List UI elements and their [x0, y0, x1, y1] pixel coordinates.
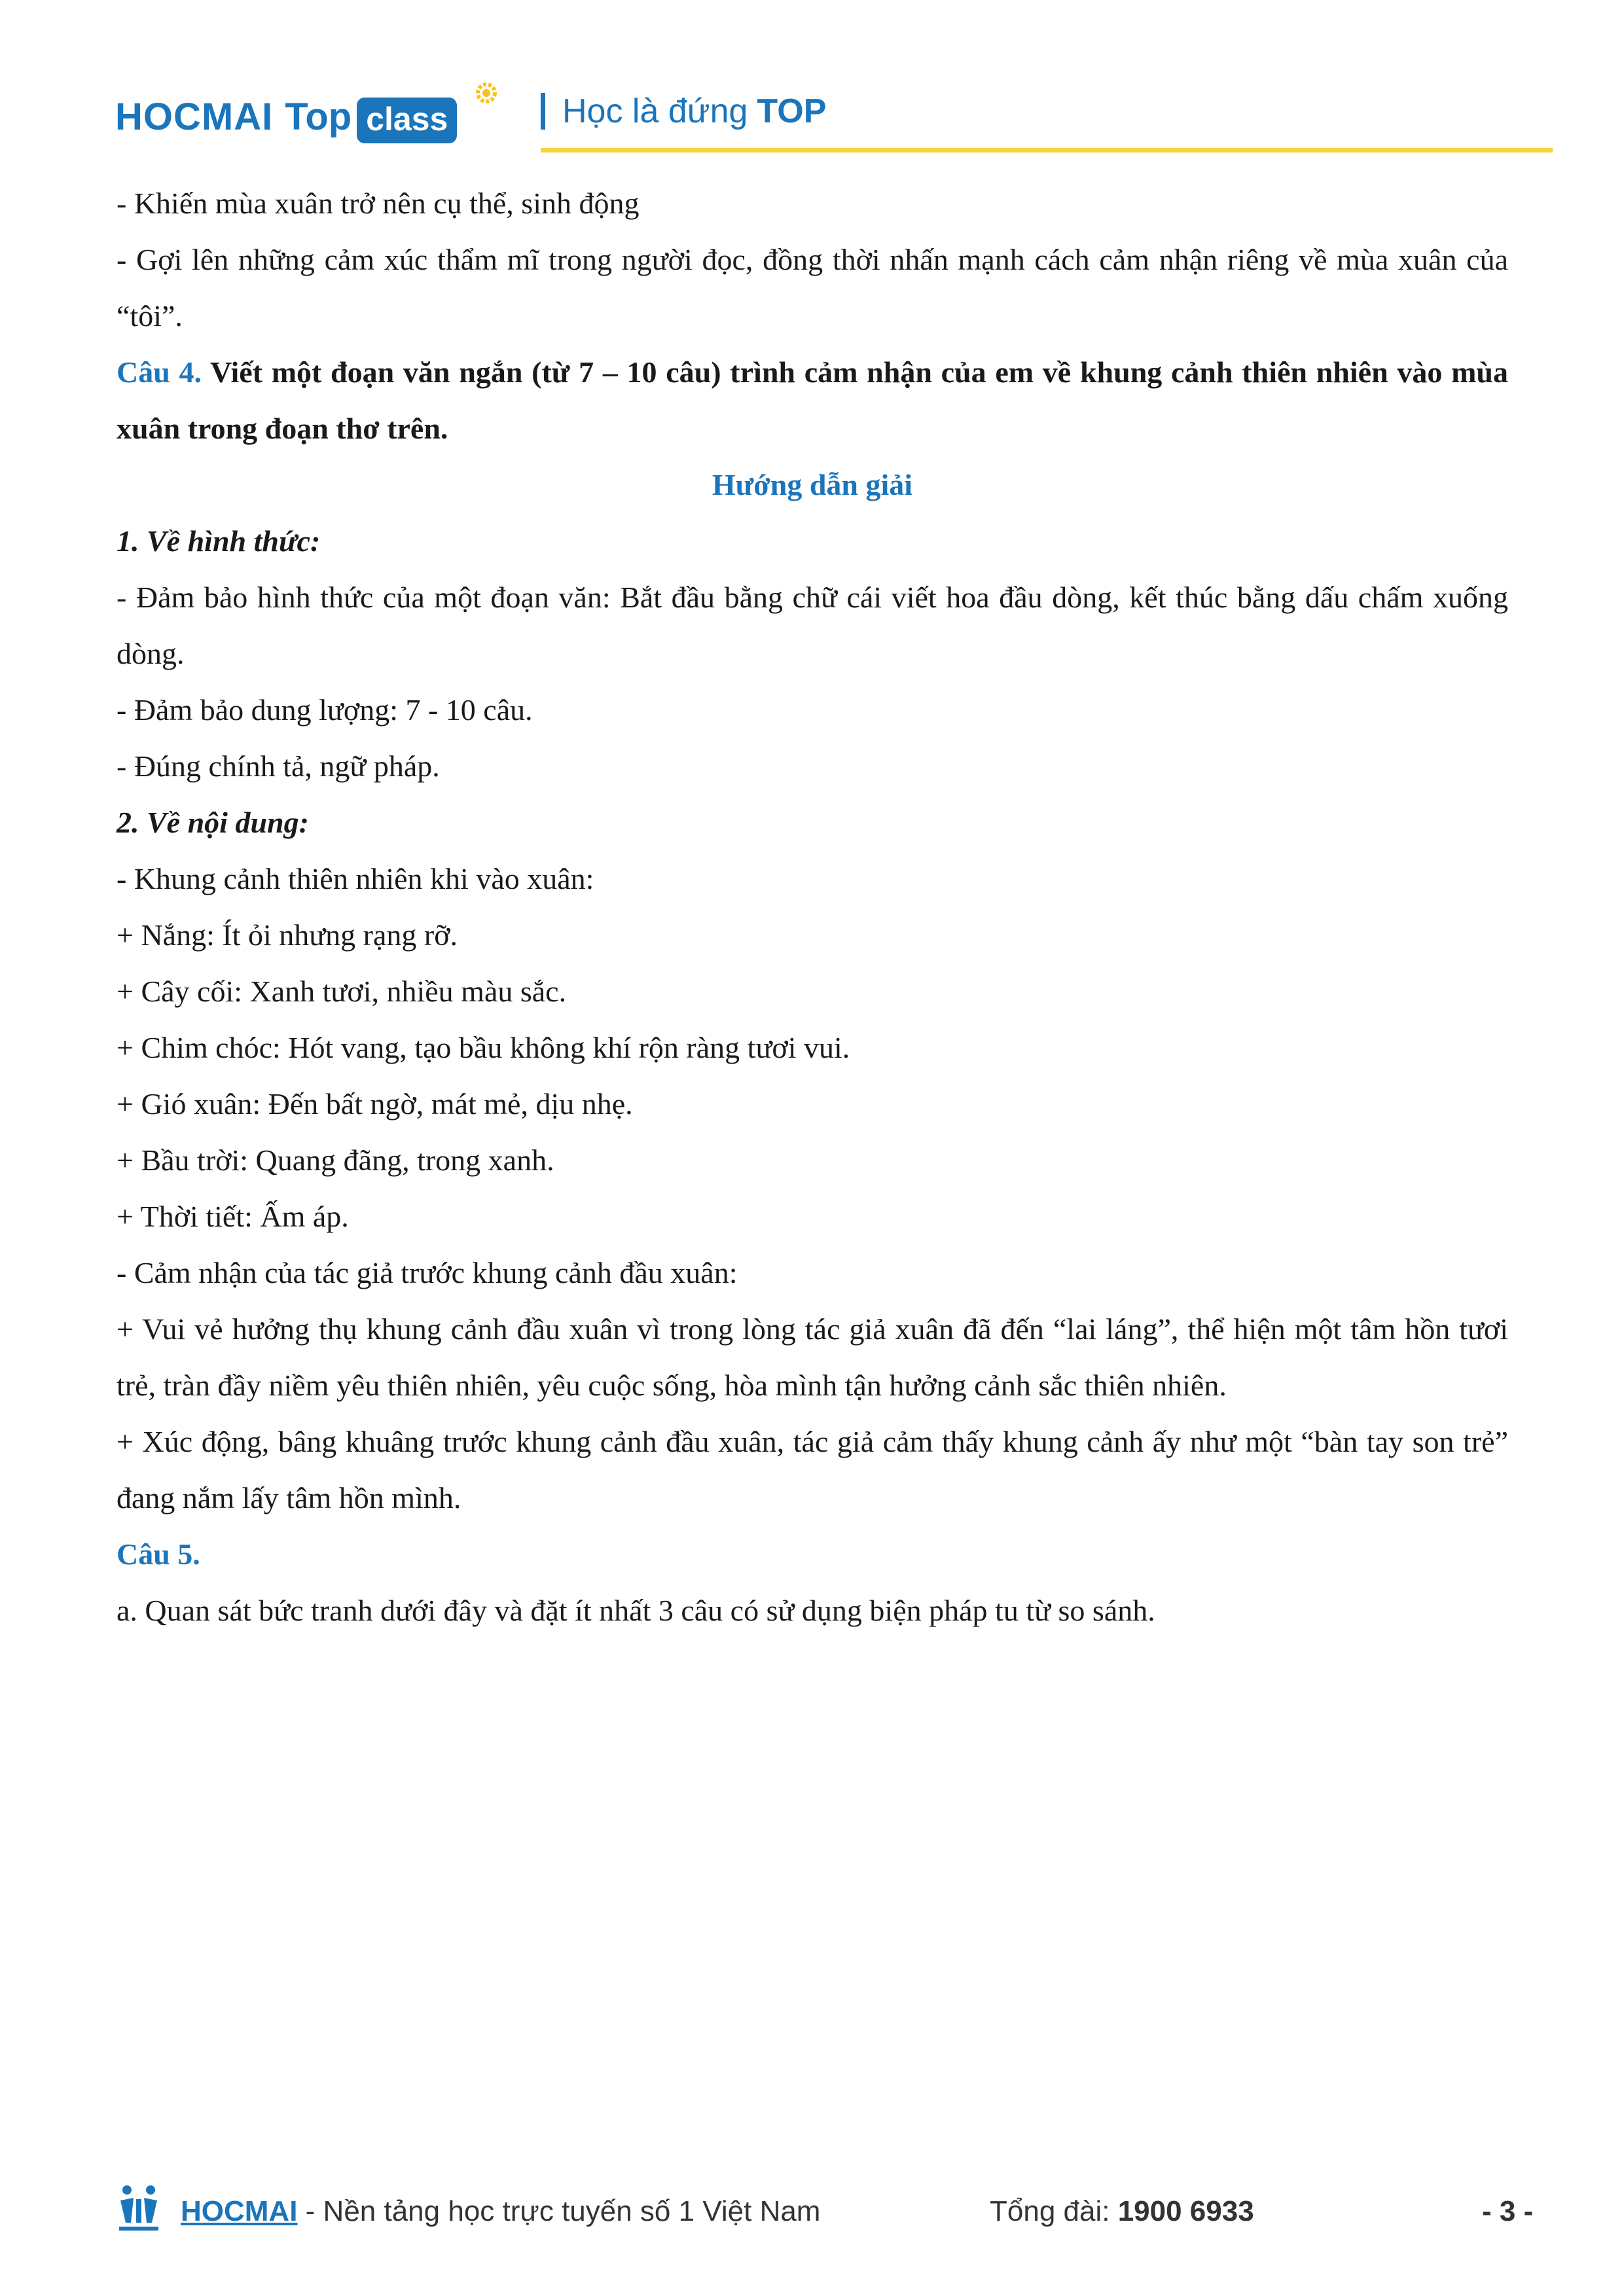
document-body — [117, 175, 1508, 1639]
logo-top-text: Top — [285, 95, 352, 138]
footer-hotline — [990, 2195, 1254, 2228]
content-item-6: + Bầu trời: Quang đãng, trong xanh. — [117, 1143, 554, 1177]
feeling-para-2: + Xúc động, bâng khuâng trước khung cảnh đầu xuân, tác giả cảm thấy khung cảnh ấy như một “bàn tay son trẻ” đang nắm lấy tâm hồn mình. — [117, 1425, 1508, 1515]
question-5-item-a: a. Quan sát bức tranh dưới đây và đặt ít nhất 3 câu có sử dụng biện pháp tu từ so sánh. — [117, 1594, 1155, 1627]
header-rule — [541, 148, 1553, 152]
content-item-7: + Thời tiết: Ấm áp. — [117, 1200, 349, 1233]
intro-line-1: - Khiến mùa xuân trở nên cụ thể, sinh động — [117, 187, 640, 220]
page-footer — [0, 2179, 1624, 2258]
form-item-3: - Đúng chính tả, ngữ pháp. — [117, 749, 440, 783]
intro-line-2: - Gợi lên những cảm xúc thẩm mĩ trong người đọc, đồng thời nhấn mạnh cách cảm nhận riêng về mùa xuân của “tôi”. — [117, 243, 1508, 332]
content-item-5: + Gió xuân: Đến bất ngờ, mát mẻ, dịu nhẹ. — [117, 1087, 633, 1121]
question-4 — [117, 344, 1508, 457]
gear-icon — [472, 79, 501, 107]
content-item-8: - Cảm nhận của tác giả trước khung cảnh đầu xuân: — [117, 1256, 738, 1289]
hotline-number: 1900 6933 — [1117, 2195, 1254, 2227]
header-tagline — [541, 92, 826, 131]
logo-class-badge: class — [357, 98, 457, 143]
content-heading: 2. Về nội dung: — [117, 806, 309, 839]
page-number: - 3 - — [1482, 2195, 1534, 2227]
page-header — [0, 0, 1624, 157]
form-heading: 1. Về hình thức: — [117, 524, 321, 558]
footer-slogan-text: - Nền tảng học trực tuyến số 1 Việt Nam — [297, 2195, 821, 2227]
hocmai-people-icon — [118, 2183, 160, 2236]
question-5-label: Câu 5. — [117, 1537, 200, 1571]
question-4-text: Viết một đoạn văn ngắn (từ 7 – 10 câu) trình cảm nhận của em về khung cảnh thiên nhiên vào mùa xuân trong đoạn thơ trên. — [117, 355, 1509, 445]
question-4-label: Câu 4. — [117, 355, 202, 389]
footer-slogan — [181, 2195, 820, 2228]
form-item-1: - Đảm bảo hình thức của một đoạn văn: Bắt đầu bằng chữ cái viết hoa đầu dòng, kết thúc bằng dấu chấm xuống dòng. — [117, 581, 1508, 670]
content-item-2: + Nắng: Ít ỏi nhưng rạng rỡ. — [117, 918, 458, 952]
logo-hocmai-text: HOCMAI — [115, 95, 274, 138]
tagline-prefix: Học là đứng — [562, 92, 748, 130]
content-item-4: + Chim chóc: Hót vang, tạo bầu không khí rộn ràng tươi vui. — [117, 1031, 850, 1064]
guide-title: Hướng dẫn giải — [712, 468, 913, 501]
form-item-2: - Đảm bảo dung lượng: 7 - 10 câu. — [117, 693, 533, 726]
hocmai-topclass-logo — [115, 90, 457, 143]
content-item-3: + Cây cối: Xanh tươi, nhiều màu sắc. — [117, 975, 567, 1008]
footer-brand-link[interactable]: HOCMAI — [181, 2195, 298, 2227]
content-item-1: - Khung cảnh thiên nhiên khi vào xuân: — [117, 862, 594, 895]
tagline-divider — [541, 93, 545, 130]
feeling-para-1: + Vui vẻ hưởng thụ khung cảnh đầu xuân vì trong lòng tác giả xuân đã đến “lai láng”, thể hiện một tâm hồn tươi trẻ, tràn đầy niềm yêu thiên nhiên, yêu cuộc sống, hòa mình tận hưởng cảnh sắc thiên nhiên. — [117, 1312, 1508, 1402]
hotline-label: Tổng đài: — [990, 2195, 1118, 2227]
tagline-top: TOP — [757, 92, 827, 130]
